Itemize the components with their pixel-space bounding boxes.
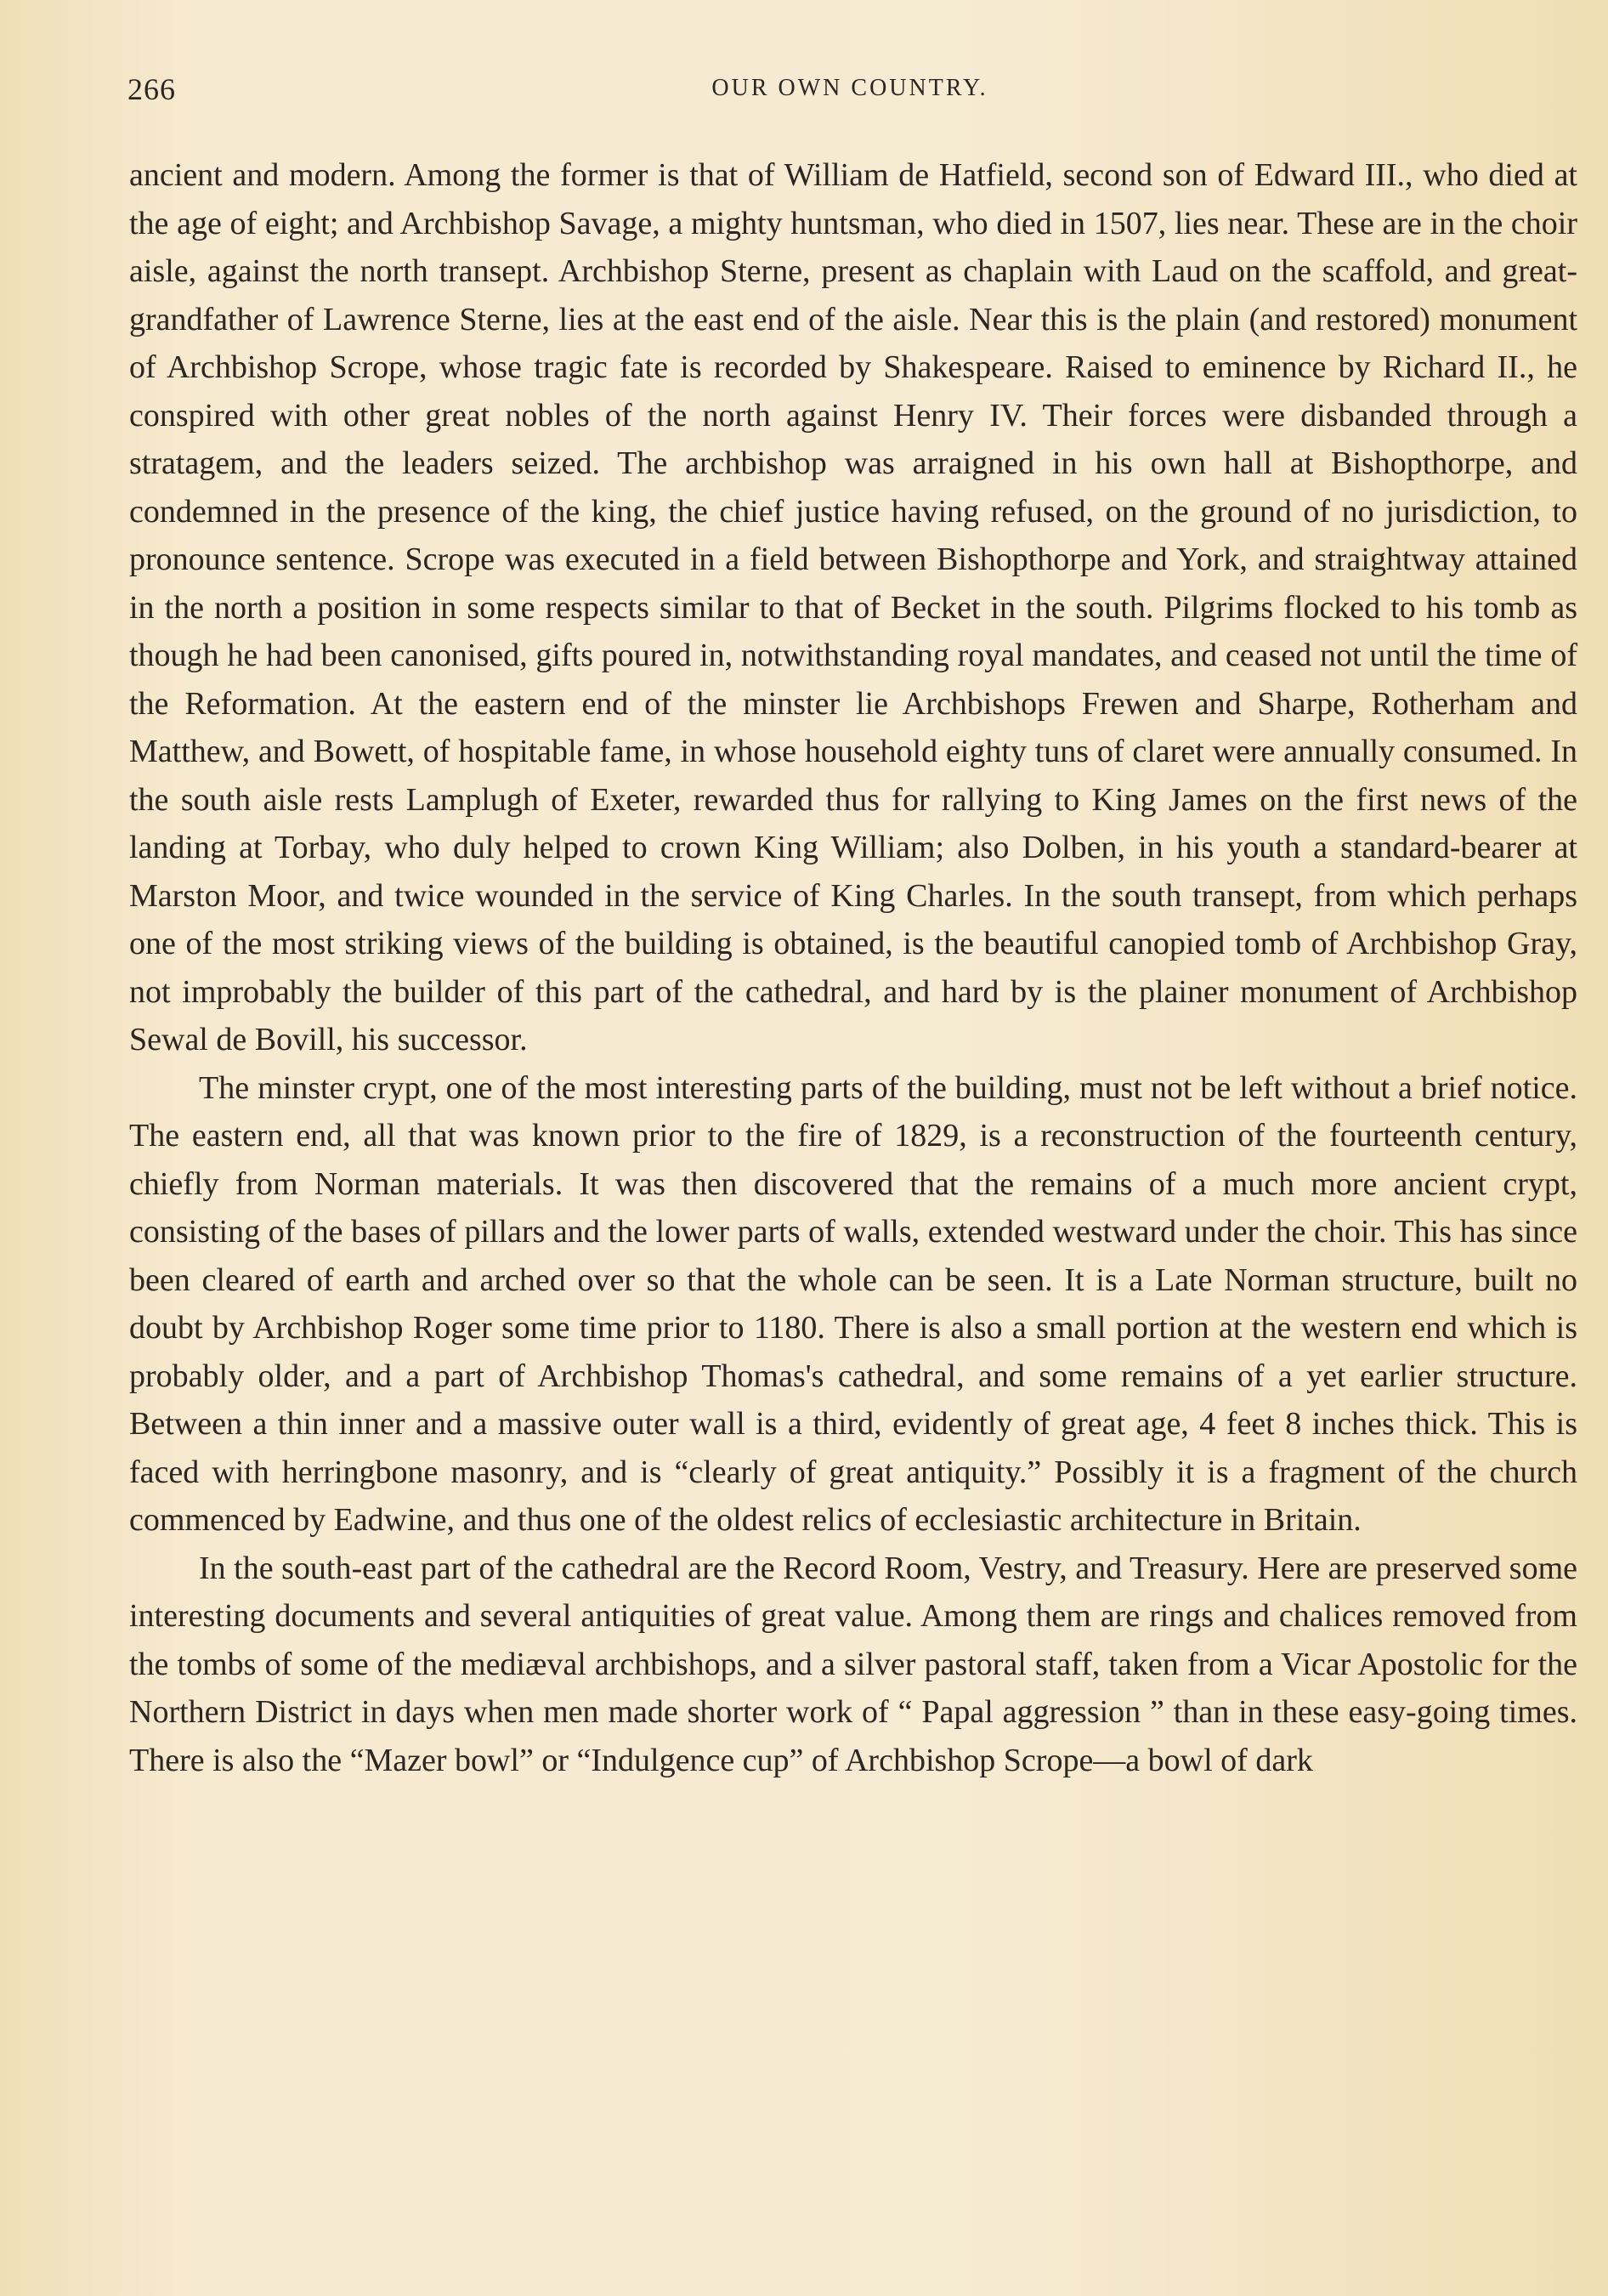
paragraph-crypt: The minster crypt, one of the most interesting parts of the building, must not be left without a brief notice. The eastern end, all that was known prior to the fire of 1829, is a reconstruction of the fourteenth century, chiefly from Norman materials. It was then discovered that the remains of a much more ancient crypt, consisting of the bases of pillars and the lower parts of walls, extended westward under the choir. This has since been cleared of earth and arched over so that the whole can be seen. It is a Late Norman structure, built no doubt by Archbishop Roger some time prior to 1180. There is also a small portion at the western end which is probably older, and a part of Archbishop Thomas's cathedral, and some remains of a yet earlier structure. Between a thin inner and a massive outer wall is a third, evidently of great age, 4 feet 8 inches thick. This is faced with herringbone masonry, and is “clearly of great antiquity.” Possibly it is a fragment of the church commenced by Eadwine, and thus one of the oldest relics of ecclesiastic architecture in Britain. — [129, 1069, 1577, 1538]
paragraph-treasury: In the south-east part of the cathedral are the Record Room, Vestry, and Treasury. Here are preserved some interesting documents and several antiquities of great value. Among them are rings and chalices removed from the tombs of some of the mediæval archbishops, and a silver pastoral staff, taken from a Vicar Apostolic for the Northern District in days when men made shorter work of “ Papal aggression ” than in these easy-going times. There is also the “Mazer bowl” or “Indulgence cup” of Archbishop Scrope—a bowl of dark — [129, 1550, 1577, 1778]
body-text — [129, 151, 1577, 1784]
running-title: OUR OWN COUNTRY. — [711, 75, 988, 101]
page-number: 266 — [127, 72, 176, 106]
running-head — [127, 71, 1572, 114]
paragraph-tombs: ancient and modern. Among the former is that of William de Hatfield, second son of Edward III., who died at the age of eight; and Archbishop Savage, a mighty huntsman, who died in 1507, lies near. These are in the choir aisle, against the north transept. Archbishop Sterne, present as chaplain with Laud on the scaffold, and great-grandfather of Lawrence Sterne, lies at the east end of the aisle. Near this is the plain (and restored) monument of Archbishop Scrope, whose tragic fate is recorded by Shakespeare. Raised to eminence by Richard II., he conspired with other great nobles of the north against Henry IV. Their forces were disbanded through a stratagem, and the leaders seized. The archbishop was arraigned in his own hall at Bishopthorpe, and condemned in the presence of the king, the chief justice having refused, on the ground of no jurisdiction, to pronounce sentence. Scrope was executed in a field between Bishopthorpe and York, and straightway attained in the north a position in some respects similar to that of Becket in the south. Pilgrims flocked to his tomb as though he had been canonised, gifts poured in, notwithstanding royal mandates, and ceased not until the time of the Reformation. At the eastern end of the minster lie Archbishops Frewen and Sharpe, Rotherham and Matthew, and Bowett, of hospitable fame, in whose household eighty tuns of claret were annually consumed. In the south aisle rests Lamplugh of Exeter, rewarded thus for rallying to King James on the first news of the landing at Torbay, who duly helped to crown King William; also Dolben, in his youth a standard-bearer at Marston Moor, and twice wounded in the service of King Charles. In the south transept, from which perhaps one of the most striking views of the building is obtained, is the beautiful canopied tomb of Archbishop Gray, not improbably the builder of this part of the cathedral, and hard by is the plainer monument of Archbishop Sewal de Bovill, his successor. — [129, 157, 1577, 1057]
